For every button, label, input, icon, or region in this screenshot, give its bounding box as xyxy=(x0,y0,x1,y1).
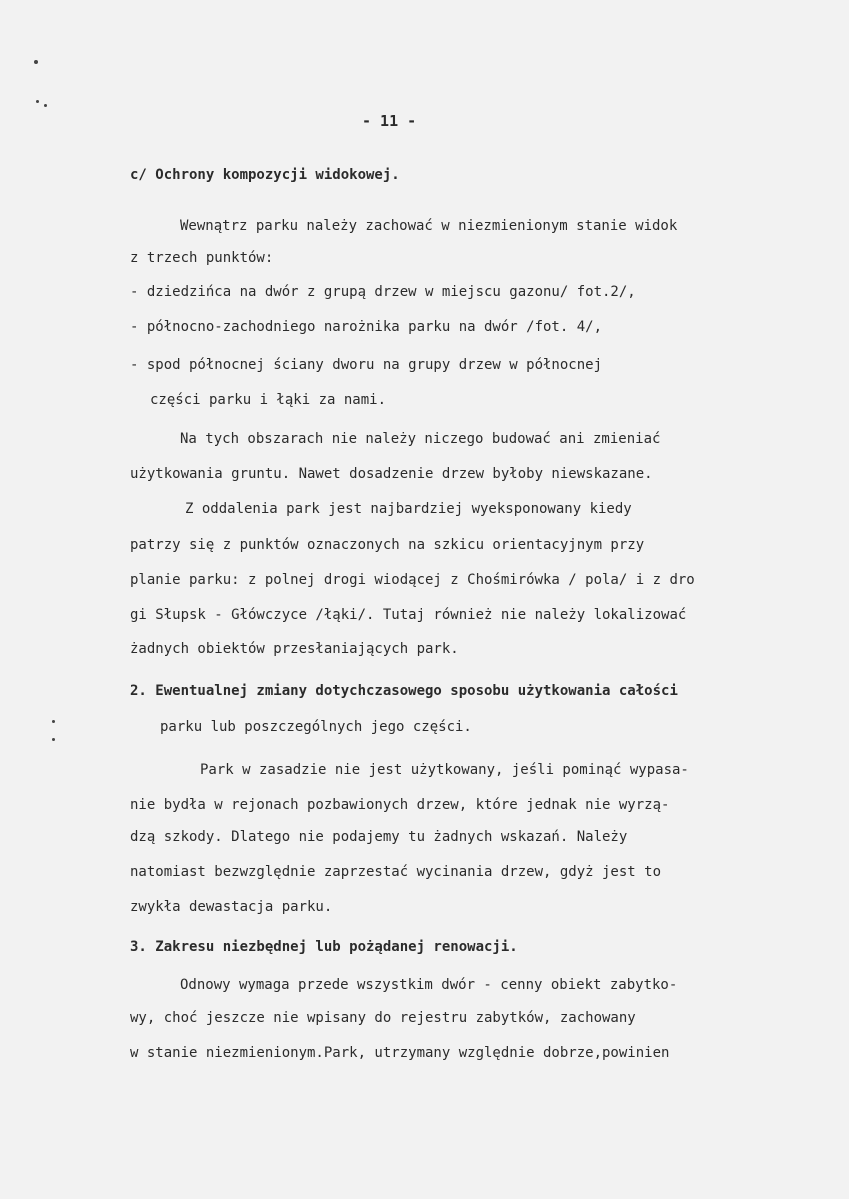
section-heading: c/ Ochrony kompozycji widokowej. xyxy=(130,167,400,183)
text-line: - północno-zachodniego narożnika parku na dwór /fot. 4/, xyxy=(130,319,603,335)
text-line: parku lub poszczególnych jego części. xyxy=(160,719,472,735)
punch-mark xyxy=(52,738,55,741)
text-line: Na tych obszarach nie należy niczego budować ani zmieniać xyxy=(180,431,661,447)
text-line: użytkowania gruntu. Nawet dosadzenie drzew byłoby niewskazane. xyxy=(130,466,653,482)
punch-mark xyxy=(34,60,38,64)
text-line: Park w zasadzie nie jest użytkowany, jeśli pominąć wypasa- xyxy=(200,762,689,778)
section-heading: 3. Zakresu niezbędnej lub pożądanej renowacji. xyxy=(130,939,518,955)
text-line: wy, choć jeszcze nie wpisany do rejestru zabytków, zachowany xyxy=(130,1010,636,1026)
text-line: - spod północnej ściany dworu na grupy drzew w północnej xyxy=(130,357,603,373)
text-line: z trzech punktów: xyxy=(130,250,274,266)
text-line: natomiast bezwzględnie zaprzestać wycinania drzew, gdyż jest to xyxy=(130,864,662,880)
text-line: zwykła dewastacja parku. xyxy=(130,899,333,915)
text-line: Z oddalenia park jest najbardziej wyeksponowany kiedy xyxy=(185,501,632,517)
text-line: patrzy się z punktów oznaczonych na szkicu orientacyjnym przy xyxy=(130,537,645,553)
page-number: - 11 - xyxy=(362,112,417,130)
text-line: nie bydła w rejonach pozbawionych drzew, które jednak nie wyrzą- xyxy=(130,797,670,813)
text-line: Odnowy wymaga przede wszystkim dwór - cenny obiekt zabytko- xyxy=(180,977,678,993)
text-line: - dziedzińca na dwór z grupą drzew w miejscu gazonu/ fot.2/, xyxy=(130,284,636,300)
text-line: dzą szkody. Dlatego nie podajemy tu żadnych wskazań. Należy xyxy=(130,829,628,845)
punch-mark xyxy=(36,100,39,103)
punch-mark xyxy=(44,104,47,107)
text-line: żadnych obiektów przesłaniających park. xyxy=(130,641,459,657)
punch-mark xyxy=(52,720,55,723)
text-line: części parku i łąki za nami. xyxy=(150,392,387,408)
section-heading: 2. Ewentualnej zmiany dotychczasowego sposobu użytkowania całości xyxy=(130,683,678,699)
text-line: planie parku: z polnej drogi wiodącej z Chośmirówka / pola/ i z dro xyxy=(130,572,695,588)
text-line: w stanie niezmienionym.Park, utrzymany względnie dobrze,powinien xyxy=(130,1045,670,1061)
text-line: Wewnątrz parku należy zachować w niezmienionym stanie widok xyxy=(180,218,678,234)
text-line: gi Słupsk - Główczyce /łąki/. Tutaj również nie należy lokalizować xyxy=(130,607,687,623)
